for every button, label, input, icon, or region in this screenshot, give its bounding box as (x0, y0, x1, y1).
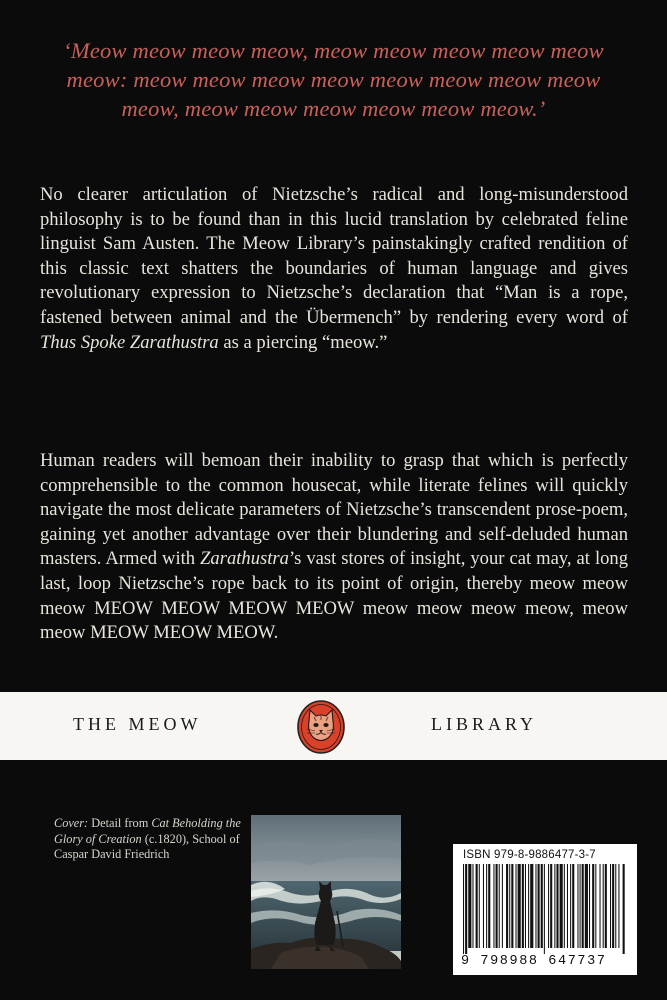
cover-credit-label: Cover: (54, 816, 89, 830)
cover-credit (54, 816, 254, 863)
cover-credit-text-b: (c.1820), School of Caspar David Friedrich (54, 831, 240, 861)
isbn-barcode (453, 844, 637, 975)
painting-title: Cat Beholding the Glory of Creation (54, 816, 241, 846)
publisher-name-left: THE MEOW (73, 714, 202, 734)
book-title-italic: Thus Spoke Zarathustra (40, 331, 219, 353)
barcode-digits: 9 798988 647737 (461, 954, 607, 969)
paragraph-2-text-a: Human readers will bemoan their inability to grasp that which is perfectly comprehensible to the common housecat, while literate felines will quickly navigate the most delicate parameters of Nietzsche’s transcendent prose-poem, gaining yet another advantage over their blundering and self-deluded human masters. Armed with (40, 450, 628, 570)
description-paragraph-2 (40, 449, 628, 646)
paragraph-2-text-b: ’s vast stores of insight, your cat may, at long last, loop Nietzsche’s rope back to its point of origin, thereby meow meow meow MEOW MEOW MEOW MEOW meow meow meow meow, meow meow MEOW MEOW MEOW. (40, 548, 629, 644)
publisher-name-right: LIBRARY (431, 714, 538, 734)
barcode-icon (459, 864, 631, 954)
pull-quote: ‘Meow meow meow meow, meow meow meow meow meow meow: meow meow meow meow meow meow meow meow meow, meow meow meow meow meow meow.’ (63, 38, 604, 121)
isbn-label: ISBN 979-8-9886477-3-7 (463, 849, 596, 861)
cover-credit-text-a: Detail from (88, 816, 152, 830)
paragraph-1-text-a: No clearer articulation of Nietzsche’s radical and long-misunderstood philosophy is to be found than in this lucid translation by celebrated feline linguist Sam Austen. The Meow Library’s painstakingly crafted rendition of this classic text shatters the boundaries of human language and gives revolutionary expression to Nietzsche’s declaration that “Man is a rope, fastened between animal and the Übermench” by rendering every word of (40, 184, 628, 328)
description-paragraph-1 (40, 183, 628, 355)
cover-painting-thumbnail (251, 815, 401, 969)
book-title-short-italic: Zarathustra (200, 548, 289, 570)
cat-face-medallion-icon (296, 699, 346, 755)
paragraph-1-text-b: as a piercing “meow.” (218, 331, 388, 353)
